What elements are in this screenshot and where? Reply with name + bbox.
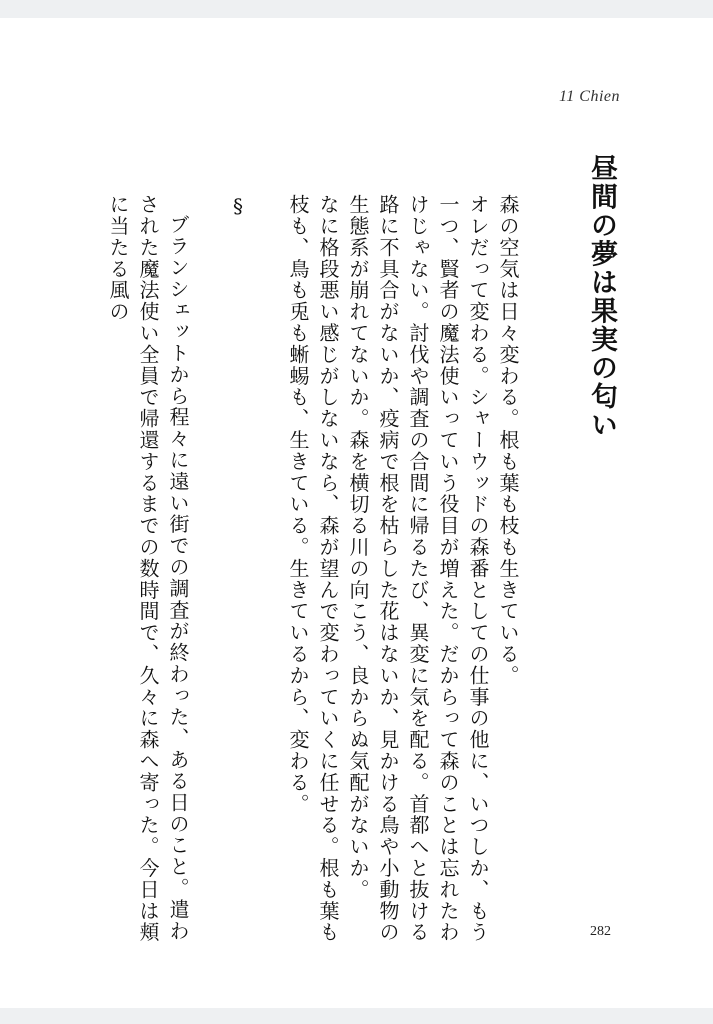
blank-line — [253, 194, 283, 954]
page-number: 282 — [590, 924, 611, 939]
paragraph: なに格段悪い感じがしないなら、森が望んで変わっていくに任せる。根も葉も枝も、鳥も兎も蜥蜴も、生きている。生きているから、変わる。 — [286, 194, 340, 943]
book-page — [0, 18, 713, 1008]
section-break-mark: § — [226, 194, 250, 218]
chapter-title: 昼間の夢は果実の匂い — [586, 154, 617, 439]
viewer-top-band — [0, 0, 713, 18]
chapter-running-header: 11 Chien — [558, 88, 620, 105]
paragraph: オレだって変わる。シャーウッドの森番としての仕事の他に、いつしか、もう一つ、賢者の魔法使いっていう役目が増えた。だからって森のことは忘れたわけじゃない。討伐や調査の合間に帰るたび、異変に気を配る。首都へと抜ける路に不具合がないか、疫病で根を枯らした花はないか、見かける鳥や小動物の生態系が崩れてないか。森を横切る川の向こう、良からぬ気配がないか。 — [346, 194, 490, 943]
paragraph: ブランシェットから程々に遠い街での調査が終わった、ある日のこと。遣わされた魔法使い全員で帰還するまでの数時間で、久々に森へ寄った。今日は頬に当たる風の — [106, 194, 190, 943]
viewer-bottom-band — [0, 1008, 713, 1024]
paragraph: 森の空気は日々変わる。根も葉も枝も生きている。 — [496, 194, 520, 687]
body-text — [103, 194, 523, 954]
blank-line — [193, 194, 223, 954]
